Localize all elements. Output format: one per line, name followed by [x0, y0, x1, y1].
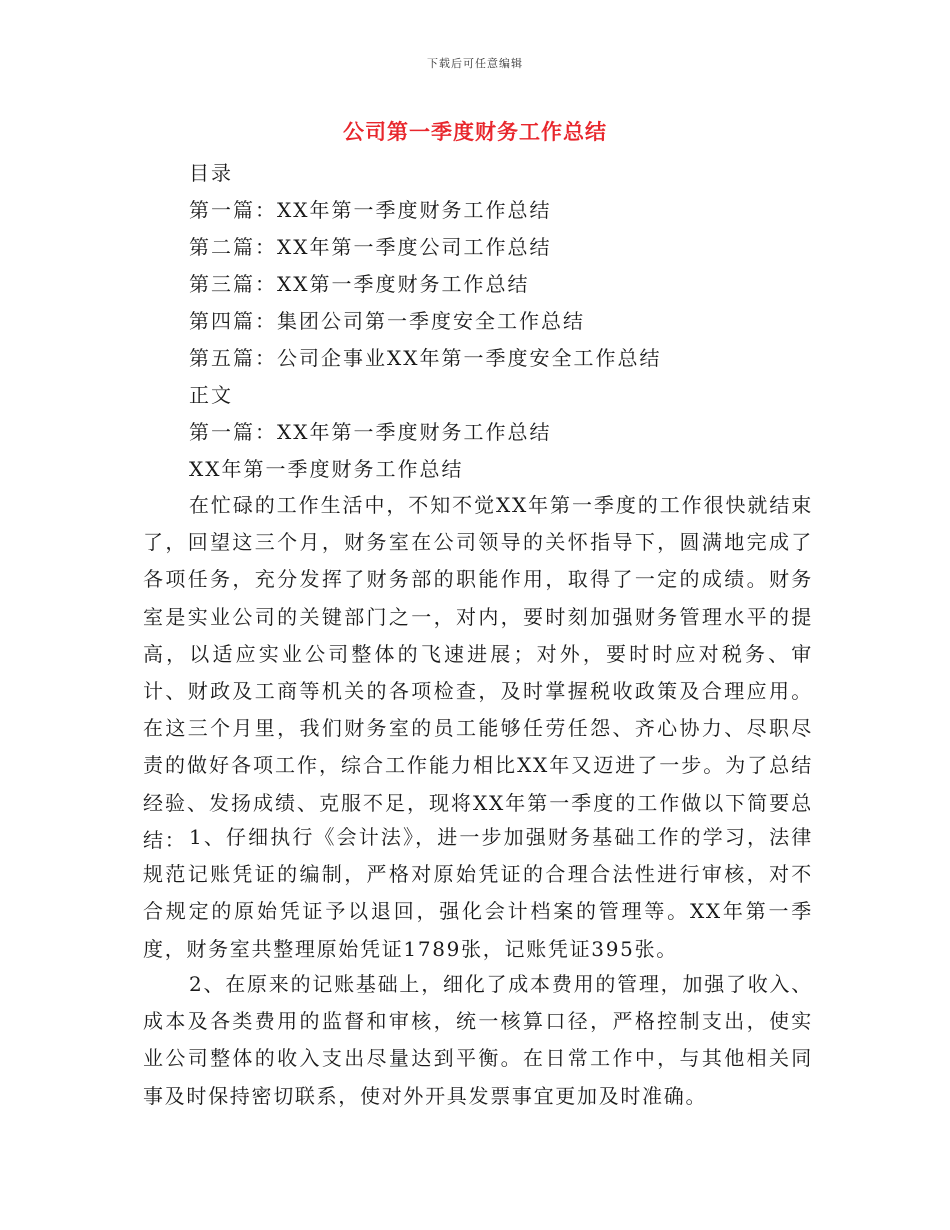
body-paragraph: 1、仔细执行《会计法》，进一步加强财务基础工作的学习，法律规范记账凭证的编制，严格对原始凭证的合理合法性进行审核，对不合规定的原始凭证予以退回，强化会计档案的管理等。XX年第一季度，财务室共整理原始凭证1789张，记账凭证395张。 — [143, 825, 813, 961]
toc-item: 第四篇：集团公司第一季度安全工作总结 — [189, 309, 585, 333]
body-paragraph: 在忙碌的工作生活中，不知不觉XX年第一季度的工作很快就结束了，回望这三个月，财务室在公司领导的关怀指导下，圆满地完成了各项任务，充分发挥了财务部的职能作用，取得了一定的成绩。财务室是实业公司的关键部门之一，对内，要时刻加强财务管理水平的提高，以适应实业公司整体的飞速进展；对外，要时时应对税务、审计、财政及工商等机关的各项检查，及时掌握税收政策及合理应用。在这三个月里，我们财务室的员工能够任劳任怨、齐心协力、尽职尽责的做好各项工作，综合工作能力相比XX年又迈进了一步。为了总结经验、发扬成绩、克服不足，现将XX年第一季度的工作做以下简要总结： — [143, 493, 813, 852]
body-heading: 正文 — [189, 383, 233, 407]
toc-item: 第一篇：XX年第一季度财务工作总结 — [189, 198, 552, 222]
table-of-contents — [189, 157, 661, 490]
section-title: XX年第一季度财务工作总结 — [189, 457, 464, 481]
header-note: 下载后可任意编辑 — [427, 57, 523, 70]
document-title: 公司第一季度财务工作总结 — [343, 119, 607, 144]
toc-heading: 目录 — [189, 161, 233, 185]
section-heading: 第一篇：XX年第一季度财务工作总结 — [189, 420, 552, 444]
body-paragraph: 2、在原来的记账基础上，细化了成本费用的管理，加强了收入、成本及各类费用的监督和审核，统一核算口径，严格控制支出，使实业公司整体的收入支出尽量达到平衡。在日常工作中，与其他相关同事及时保持密切联系，使对外开具发票事宜更加及时准确。 — [143, 972, 813, 1108]
toc-item: 第三篇：XX第一季度财务工作总结 — [189, 272, 530, 296]
toc-item: 第二篇：XX年第一季度公司工作总结 — [189, 235, 552, 259]
toc-item: 第五篇：公司企事业XX年第一季度安全工作总结 — [189, 346, 662, 370]
